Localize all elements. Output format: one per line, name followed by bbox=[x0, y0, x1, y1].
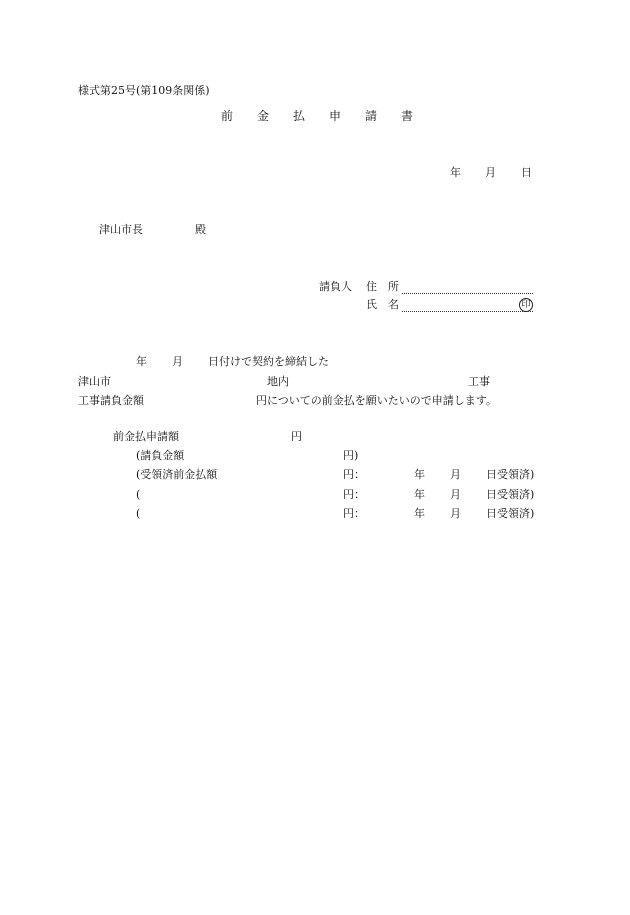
received-row-year: 年 bbox=[414, 488, 425, 501]
contract-year: 年 bbox=[136, 355, 147, 368]
addressee-name: 津山市長 bbox=[99, 223, 143, 236]
received-row-yen: 円： bbox=[343, 507, 365, 520]
received-row-label: ( bbox=[136, 507, 141, 520]
received-row-suffix: 日受領済) bbox=[486, 468, 535, 481]
contract-amount-detail-label: (請負金額 bbox=[136, 449, 185, 462]
seal-mark: 印 bbox=[519, 298, 533, 312]
request-statement: 円についての前金払を願いたいので申請します。 bbox=[256, 394, 497, 407]
name-field[interactable] bbox=[402, 299, 533, 312]
received-row-label: (受領済前金払額 bbox=[136, 468, 218, 481]
received-row-suffix: 日受領済) bbox=[486, 507, 535, 520]
received-row-label: ( bbox=[136, 488, 141, 501]
document-title: 前 金 払 申 請 書 bbox=[221, 109, 414, 123]
request-amount-yen: 円 bbox=[291, 430, 302, 443]
work-area: 地内 bbox=[267, 375, 289, 388]
request-amount-label: 前金払申請額 bbox=[113, 430, 179, 443]
received-row-month: 月 bbox=[450, 488, 461, 501]
applicant-label: 請負人 bbox=[319, 280, 352, 293]
address-field[interactable] bbox=[402, 281, 533, 294]
received-row-yen: 円： bbox=[343, 468, 365, 481]
date-day: 日 bbox=[521, 166, 532, 179]
received-row-yen: 円： bbox=[343, 488, 365, 501]
contract-amount-detail-yen: 円) bbox=[343, 449, 359, 462]
work-city: 津山市 bbox=[78, 375, 111, 388]
name-label: 氏 名 bbox=[366, 298, 399, 311]
work-label: 工事 bbox=[468, 375, 490, 388]
date-month: 月 bbox=[485, 166, 496, 179]
received-row-year: 年 bbox=[414, 468, 425, 481]
addressee-honorific: 殿 bbox=[195, 223, 206, 236]
contract-month: 月 bbox=[172, 355, 183, 368]
received-row-year: 年 bbox=[414, 507, 425, 520]
received-row-suffix: 日受領済) bbox=[486, 488, 535, 501]
address-label: 住 所 bbox=[366, 280, 399, 293]
received-row-month: 月 bbox=[450, 468, 461, 481]
received-row-month: 月 bbox=[450, 507, 461, 520]
date-year: 年 bbox=[450, 166, 461, 179]
form-number: 様式第25号(第109条関係) bbox=[78, 84, 210, 97]
contract-amount-label: 工事請負金額 bbox=[78, 394, 144, 407]
contract-day-text: 日付けで契約を締結した bbox=[208, 355, 329, 368]
